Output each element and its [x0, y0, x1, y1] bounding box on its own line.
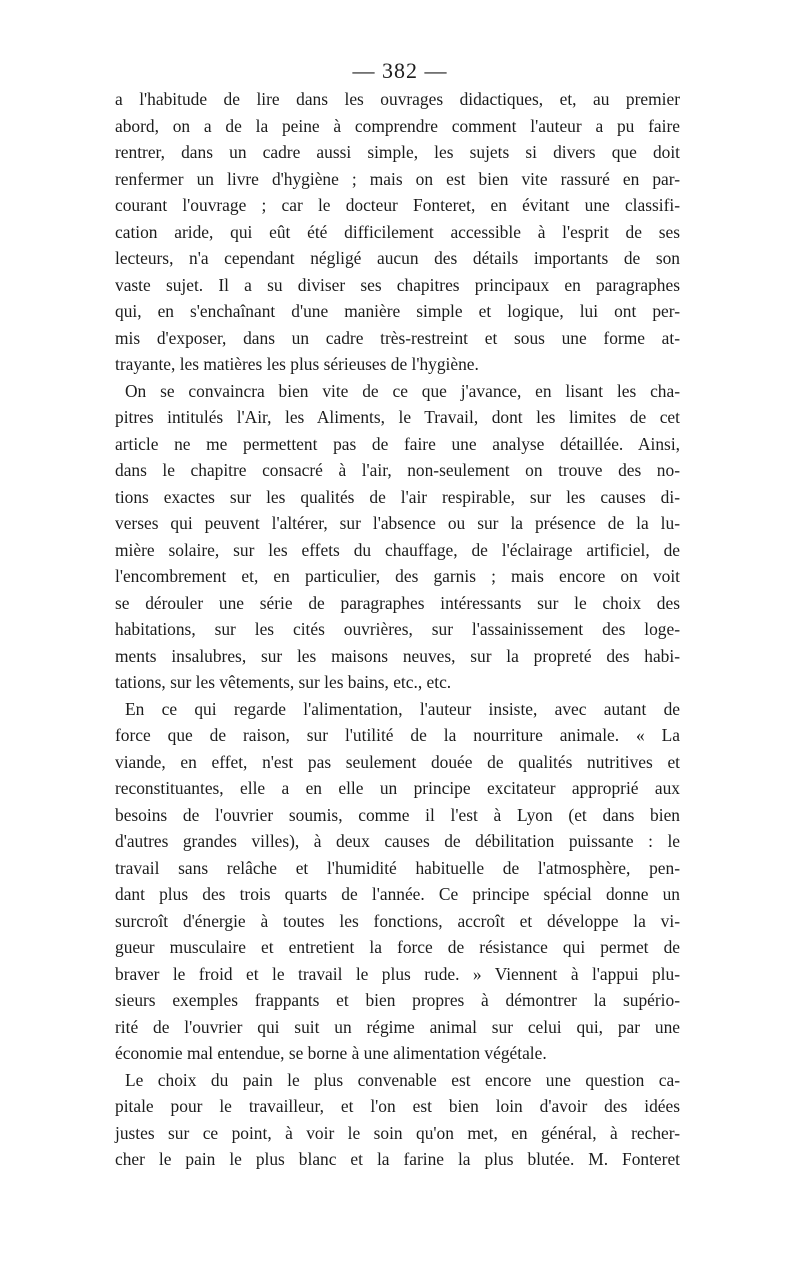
text-line: sieurs exemples frappants et bien propres à démontrer la supério- [115, 990, 680, 1010]
text-line: justes sur ce point, à voir le soin qu'on met, en général, à recher- [115, 1122, 680, 1143]
text-line: On se convaincra bien vite de ce que j'avance, en lisant les cha- [125, 380, 680, 401]
page-number: — 382 — [352, 58, 448, 83]
body-text [115, 86, 680, 1173]
text-line: reconstituantes, elle a en elle un principe excitateur approprié aux [115, 778, 680, 798]
text-line: mis d'exposer, dans un cadre très-restreint et sous une forme at- [115, 327, 680, 348]
text-line: a l'habitude de lire dans les ouvrages didactiques, et, au premier [115, 89, 680, 109]
text-line: lecteurs, n'a cependant négligé aucun des détails importants de son [115, 248, 680, 268]
text-line: courant l'ouvrage ; car le docteur Fonteret, en évitant une classifi- [115, 195, 680, 215]
text-line: pitres intitulés l'Air, les Aliments, le Travail, dont les limites de cet [115, 407, 680, 427]
text-line: l'encombrement et, en particulier, des garnis ; mais encore on voit [115, 566, 680, 586]
text-line: En ce qui regarde l'alimentation, l'auteur insiste, avec autant de [125, 698, 680, 719]
paragraph-3 [115, 696, 680, 1067]
text-line: article ne me permettent pas de faire une analyse détaillée. Ainsi, [115, 433, 680, 454]
text-line: qui, en s'enchaînant d'une manière simple et logique, lui ont per- [115, 301, 680, 321]
text-line: pitale pour le travailleur, et l'on est bien loin d'avoir des idées [115, 1096, 680, 1116]
text-line: d'autres grandes villes), à deux causes de débilitation puissante : le [115, 831, 680, 851]
text-line: travail sans relâche et l'humidité habituelle de l'atmosphère, pen- [115, 857, 680, 878]
text-line: tations, sur les vêtements, sur les bains, etc., etc. [115, 672, 452, 692]
text-line: surcroît d'énergie à toutes les fonctions, accroît et développe la vi- [115, 910, 680, 931]
text-line: Le choix du pain le plus convenable est encore une question ca- [125, 1069, 680, 1090]
text-line: cher le pain le plus blanc et la farine la plus blutée. M. Fonteret [115, 1149, 680, 1169]
paragraph-4 [115, 1067, 680, 1173]
text-line: gueur musculaire et entretient la force de résistance qui permet de [115, 937, 680, 957]
text-line: rité de l'ouvrier qui suit un régime animal sur celui qui, par une [115, 1016, 680, 1037]
text-line: dant plus des trois quarts de l'année. Ce principe spécial donne un [115, 884, 680, 904]
text-line: force que de raison, sur l'utilité de la nourriture animale. « La [115, 725, 680, 745]
text-line: dans le chapitre consacré à l'air, non-seulement on trouve des no- [115, 460, 680, 480]
text-line: cation aride, qui eût été difficilement accessible à l'esprit de ses [115, 221, 680, 242]
text-line: verses qui peuvent l'altérer, sur l'absence ou sur la présence de la lu- [115, 513, 680, 533]
text-line: économie mal entendue, se borne à une alimentation végétale. [115, 1043, 547, 1063]
text-line: viande, en effet, n'est pas seulement douée de qualités nutritives et [115, 751, 680, 772]
text-line: abord, on a de la peine à comprendre comment l'auteur a pu faire [115, 115, 680, 136]
paragraph-1 [115, 86, 680, 378]
text-line: vaste sujet. Il a su diviser ses chapitres principaux en paragraphes [115, 274, 680, 295]
text-line: tions exactes sur les qualités de l'air respirable, sur les causes di- [115, 486, 680, 507]
text-line: ments insalubres, sur les maisons neuves, sur la propreté des habi- [115, 645, 680, 666]
text-line: braver le froid et le travail le plus rude. » Viennent à l'appui plu- [115, 963, 680, 984]
text-line: trayante, les matières les plus sérieuses de l'hygiène. [115, 354, 479, 374]
paragraph-2 [115, 378, 680, 696]
text-line: renfermer un livre d'hygiène ; mais on est bien vite rassuré en par- [115, 168, 680, 189]
text-line: rentrer, dans un cadre aussi simple, les sujets si divers que doit [115, 142, 680, 162]
text-line: habitations, sur les cités ouvrières, sur l'assainissement des loge- [115, 619, 680, 639]
text-line: se dérouler une série de paragraphes intéressants sur le choix des [115, 592, 680, 613]
text-line: besoins de l'ouvrier soumis, comme il l'est à Lyon (et dans bien [115, 804, 680, 825]
text-line: mière solaire, sur les effets du chauffage, de l'éclairage artificiel, de [115, 539, 680, 560]
